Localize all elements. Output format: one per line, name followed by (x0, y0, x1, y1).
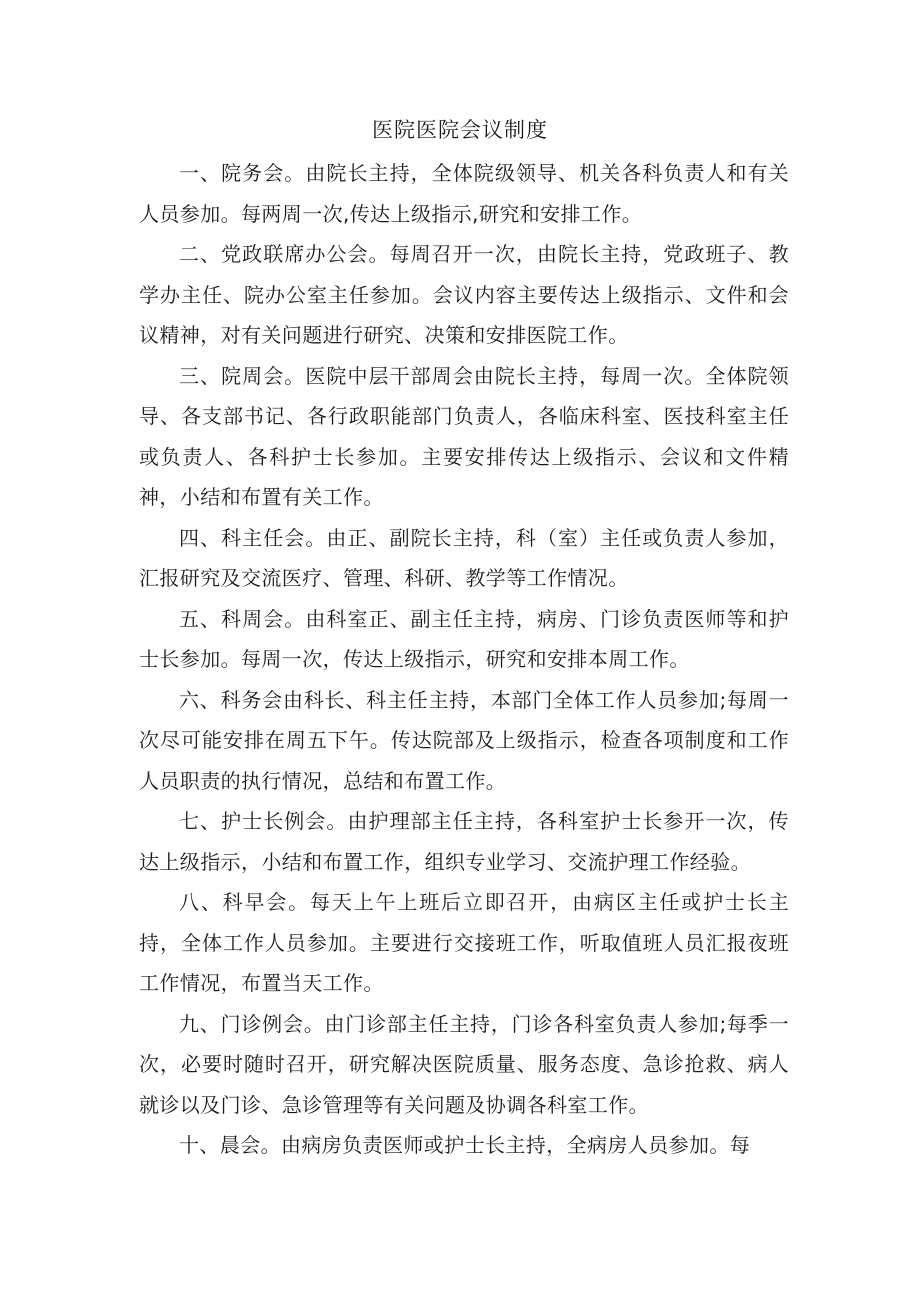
paragraph-1: 一、院务会。由院长主持，全体院级领导、机关各科负责人和有关人员参加。每两周一次,传达上级指示,研究和安排工作。 (139, 161, 789, 226)
paragraph-9: 九、门诊例会。由门诊部主任主持，门诊各科室负责人参加;每季一次，必要时随时召开，研究解决医院质量、服务态度、急诊抢救、病人就诊以及门诊、急诊管理等有关问题及协调各科室工作。 (139, 1011, 789, 1117)
paragraph-4: 四、科主任会。由正、副院长主持，科（室）主任或负责人参加，汇报研究及交流医疗、管理、科研、教学等工作情况。 (139, 525, 789, 590)
paragraph-7: 七、护士长例会。由护理部主任主持，各科室护士长参开一次，传达上级指示，小结和布置工作，组织专业学习、交流护理工作经验。 (139, 809, 789, 874)
document-title: 医院医院会议制度 (372, 118, 548, 142)
paragraph-10: 十、晨会。由病房负责医师或护士长主持，全病房人员参加。每 (179, 1133, 751, 1157)
paragraph-3: 三、院周会。医院中层干部周会由院长主持，每周一次。全体院领导、各支部书记、各行政职能部门负责人，各临床科室、医技科室主任或负责人、各科护士长参加。主要安排传达上级指示、会议和文件精神，小结和布置有关工作。 (139, 363, 789, 509)
paragraph-2: 二、党政联席办公会。每周召开一次，由院长主持，党政班子、教学办主任、院办公室主任参加。会议内容主要传达上级指示、文件和会议精神，对有关问题进行研究、决策和安排医院工作。 (139, 242, 789, 347)
paragraph-6: 六、科务会由科长、科主任主持，本部门全体工作人员参加;每周一次尽可能安排在周五下午。传达院部及上级指示，检查各项制度和工作人员职责的执行情况，总结和布置工作。 (139, 687, 789, 793)
document-body (139, 153, 789, 1166)
paragraph-8: 八、科早会。每天上午上班后立即召开，由病区主任或护士长主持，全体工作人员参加。主要进行交接班工作，听取值班人员汇报夜班工作情况，布置当天工作。 (139, 890, 789, 995)
paragraph-5: 五、科周会。由科室正、副主任主持，病房、门诊负责医师等和护士长参加。每周一次，传达上级指示，研究和安排本周工作。 (139, 606, 789, 671)
